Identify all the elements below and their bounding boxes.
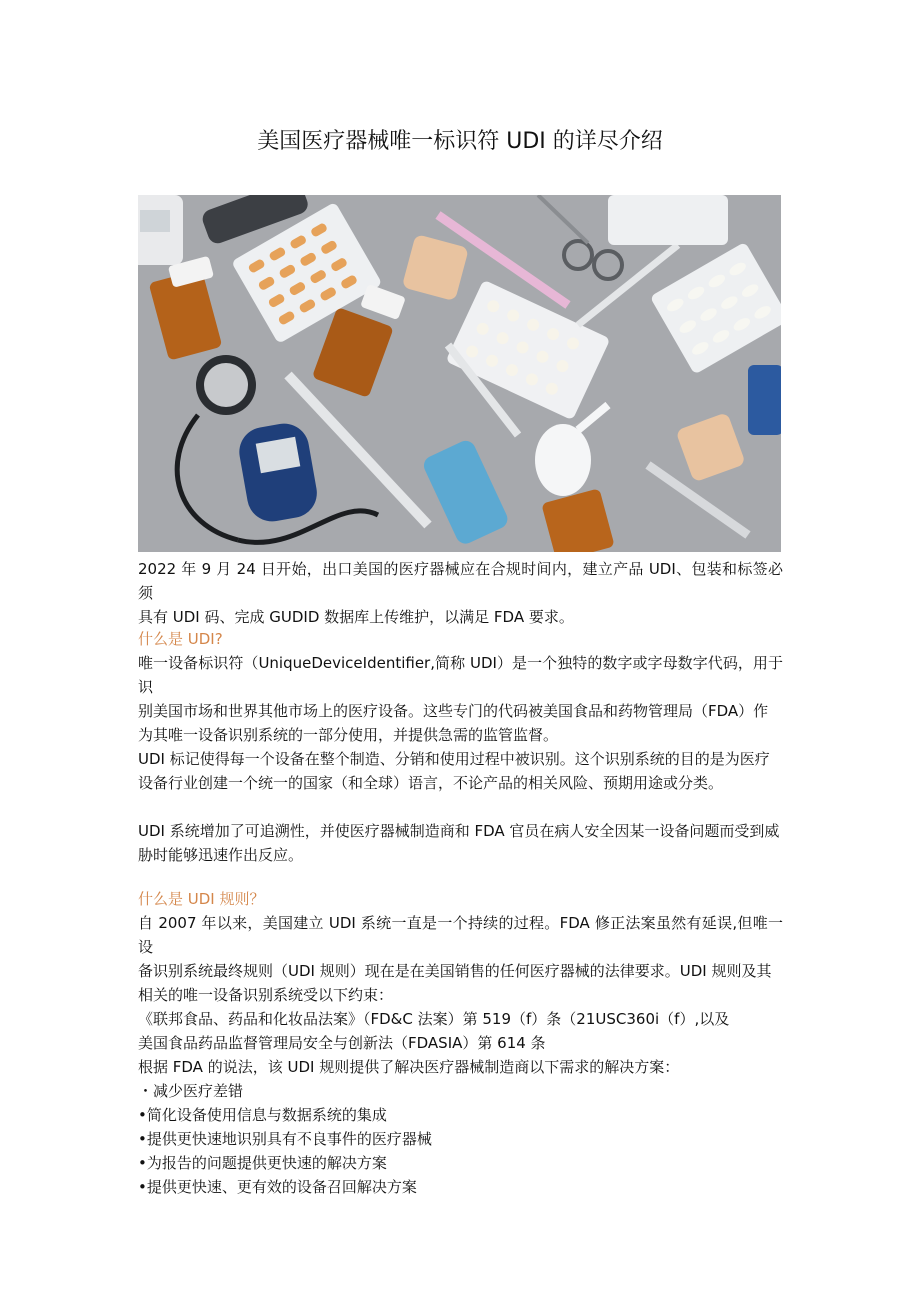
medical-supplies-photo	[138, 195, 781, 552]
intro-line: 具有 UDI 码、完成 GUDID 数据库上传维护，以满足 FDA 要求。	[138, 608, 574, 626]
paragraph-line: 《联邦食品、药品和化妆品法案》（FD&C 法案）第 519（f）条（21USC360i（f）,以及	[138, 1010, 730, 1028]
paragraph-line: 美国食品药品监督管理局安全与创新法（FDASIA）第 614 条	[138, 1034, 546, 1052]
paragraph-line: 备识别系统最终规则（UDI 规则）现在是在美国销售的任何医疗器械的法律要求。UDI 规则及其	[138, 962, 772, 980]
intro-line: 2022 年 9 月 24 日开始，出口美国的医疗器械应在合规时间内，建立产品 UDI、包装和标签必须	[138, 560, 783, 602]
paragraph-line: 根据 FDA 的说法，该 UDI 规则提供了解决医疗器械制造商以下需求的解决方案：	[138, 1058, 680, 1076]
bullet-item: •提供更快速、更有效的设备召回解决方案	[138, 1178, 417, 1196]
paragraph-line: 自 2007 年以来，美国建立 UDI 系统一直是一个持续的过程。FDA 修正法案虽然有延误,但唯一设	[138, 914, 783, 956]
paragraph-udi-marking	[138, 747, 783, 795]
paragraph-line: 为其唯一设备识别系统的一部分使用，并提供急需的监管监督。	[138, 726, 559, 744]
bullet-item: •简化设备使用信息与数据系统的集成	[138, 1106, 387, 1124]
paragraph-line: UDI 标记使得每一个设备在整个制造、分销和使用过程中被识别。这个识别系统的目的是为医疗	[138, 750, 770, 768]
section-what-is-udi	[138, 627, 783, 747]
paragraph-line: 胁时能够迅速作出反应。	[138, 846, 304, 864]
paragraph-line: 唯一设备标识符（UniqueDeviceIdentifier,简称 UDI）是一个独特的数字或字母数字代码，用于识	[138, 654, 783, 696]
section-heading: 什么是 UDI?	[138, 630, 223, 648]
paragraph-line: 设备行业创建一个统一的国家（和全球）语言，不论产品的相关风险、预期用途或分类。	[138, 774, 724, 792]
paragraph-line: UDI 系统增加了可追溯性，并使医疗器械制造商和 FDA 官员在病人安全因某一设备问题而受到威	[138, 822, 780, 840]
section-heading: 什么是 UDI 规则？	[138, 890, 265, 908]
paragraph-line: 别美国市场和世界其他市场上的医疗设备。这些专门的代码被美国食品和药物管理局（FDA）作	[138, 702, 769, 720]
medical-supplies-illustration	[138, 195, 781, 552]
page-title: 美国医疗器械唯一标识符 UDI 的详尽介绍	[257, 129, 663, 154]
bullet-item: •提供更快速地识别具有不良事件的医疗器械	[138, 1130, 432, 1148]
paragraph-udi-traceability	[138, 819, 783, 867]
intro-paragraph	[138, 557, 783, 629]
bullet-item: ・减少医疗差错	[138, 1082, 244, 1100]
bullet-item: •为报告的问题提供更快速的解决方案	[138, 1154, 387, 1172]
section-udi-rule	[138, 887, 783, 1199]
paragraph-line: 相关的唯一设备识别系统受以下约束：	[138, 986, 394, 1004]
